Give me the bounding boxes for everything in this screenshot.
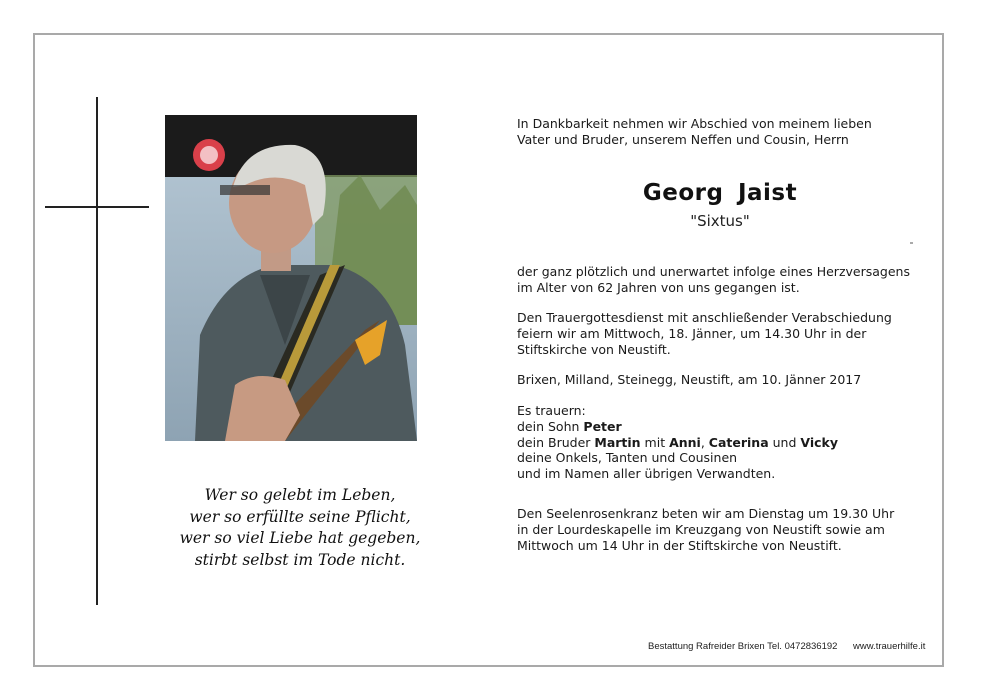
memorial-poem [150, 485, 450, 571]
brother-prefix: dein Bruder [517, 434, 595, 450]
place-date-text [517, 372, 861, 388]
poem-line: Wer so gelebt im Leben, [204, 486, 396, 504]
mourner-brother [517, 435, 838, 451]
website-link[interactable]: www.trauerhilfe.it [853, 641, 926, 652]
cross-horizontal-bar [45, 206, 149, 208]
mourner-all-others: und im Namen aller übrigen Verwandten. [517, 466, 776, 482]
rosary-line: Mittwoch um 14 Uhr in der Stiftskirche von Neustift. [517, 537, 842, 553]
death-notice-line: im Alter von 62 Jahren von uns gegangen ist. [517, 279, 800, 295]
with-word: mit [640, 434, 670, 450]
rosary-line: in der Lourdeskapelle im Kreuzgang von Neustift sowie am [517, 521, 885, 537]
mourners-list [517, 403, 838, 482]
service-line: feiern wir am Mittwoch, 18. Jänner, um 14.30 Uhr in der [517, 325, 867, 341]
funeral-service-text [517, 310, 892, 357]
son-prefix: dein Sohn [517, 418, 584, 434]
mourner-relatives: deine Onkels, Tanten und Cousinen [517, 450, 738, 466]
death-notice-text [517, 264, 910, 296]
service-line: Stiftskirche von Neustift. [517, 341, 671, 357]
rosary-text [517, 506, 894, 553]
comma: , [700, 434, 709, 450]
poem-line: stirbt selbst im Tode nicht. [194, 550, 406, 569]
service-line: Den Trauergottesdienst mit anschließender Verabschiedung [517, 310, 892, 325]
poem-line: wer so viel Liebe hat gegeben, [179, 529, 421, 547]
intro-text [517, 116, 872, 148]
intro-line: Vater und Bruder, unserem Neffen und Cousin, Herrn [517, 131, 849, 147]
poem-line: wer so erfüllte seine Pflicht, [189, 507, 411, 526]
mourner-son [517, 419, 838, 435]
caterina-name: Caterina [708, 434, 769, 450]
portrait-photo-drawing [165, 115, 417, 441]
mourners-heading: Es trauern: [517, 403, 586, 418]
anni-name: Anni [669, 434, 701, 450]
death-notice-line: der ganz plötzlich und unerwartet infolge eines Herzversagens [517, 264, 910, 279]
intro-line: In Dankbarkeit nehmen wir Abschied von meinem lieben [517, 116, 872, 131]
place-date-line: Brixen, Milland, Steinegg, Neustift, am 10. Jänner 2017 [517, 372, 862, 387]
deceased-name: Georg Jaist [642, 180, 798, 206]
undertaker-info: Bestattung Rafreider Brixen Tel. 0472836192 [648, 641, 838, 652]
and-word: und [768, 434, 801, 450]
scan-speck [910, 242, 913, 244]
vicky-name: Vicky [800, 434, 839, 450]
deceased-nickname: "Sixtus" [690, 212, 750, 230]
rosary-line: Den Seelenrosenkranz beten wir am Dienstag um 19.30 Uhr [517, 506, 895, 521]
cross-vertical-bar [96, 97, 98, 605]
son-name: Peter [583, 418, 622, 434]
brother-name: Martin [594, 434, 641, 450]
portrait-photo [165, 115, 417, 441]
